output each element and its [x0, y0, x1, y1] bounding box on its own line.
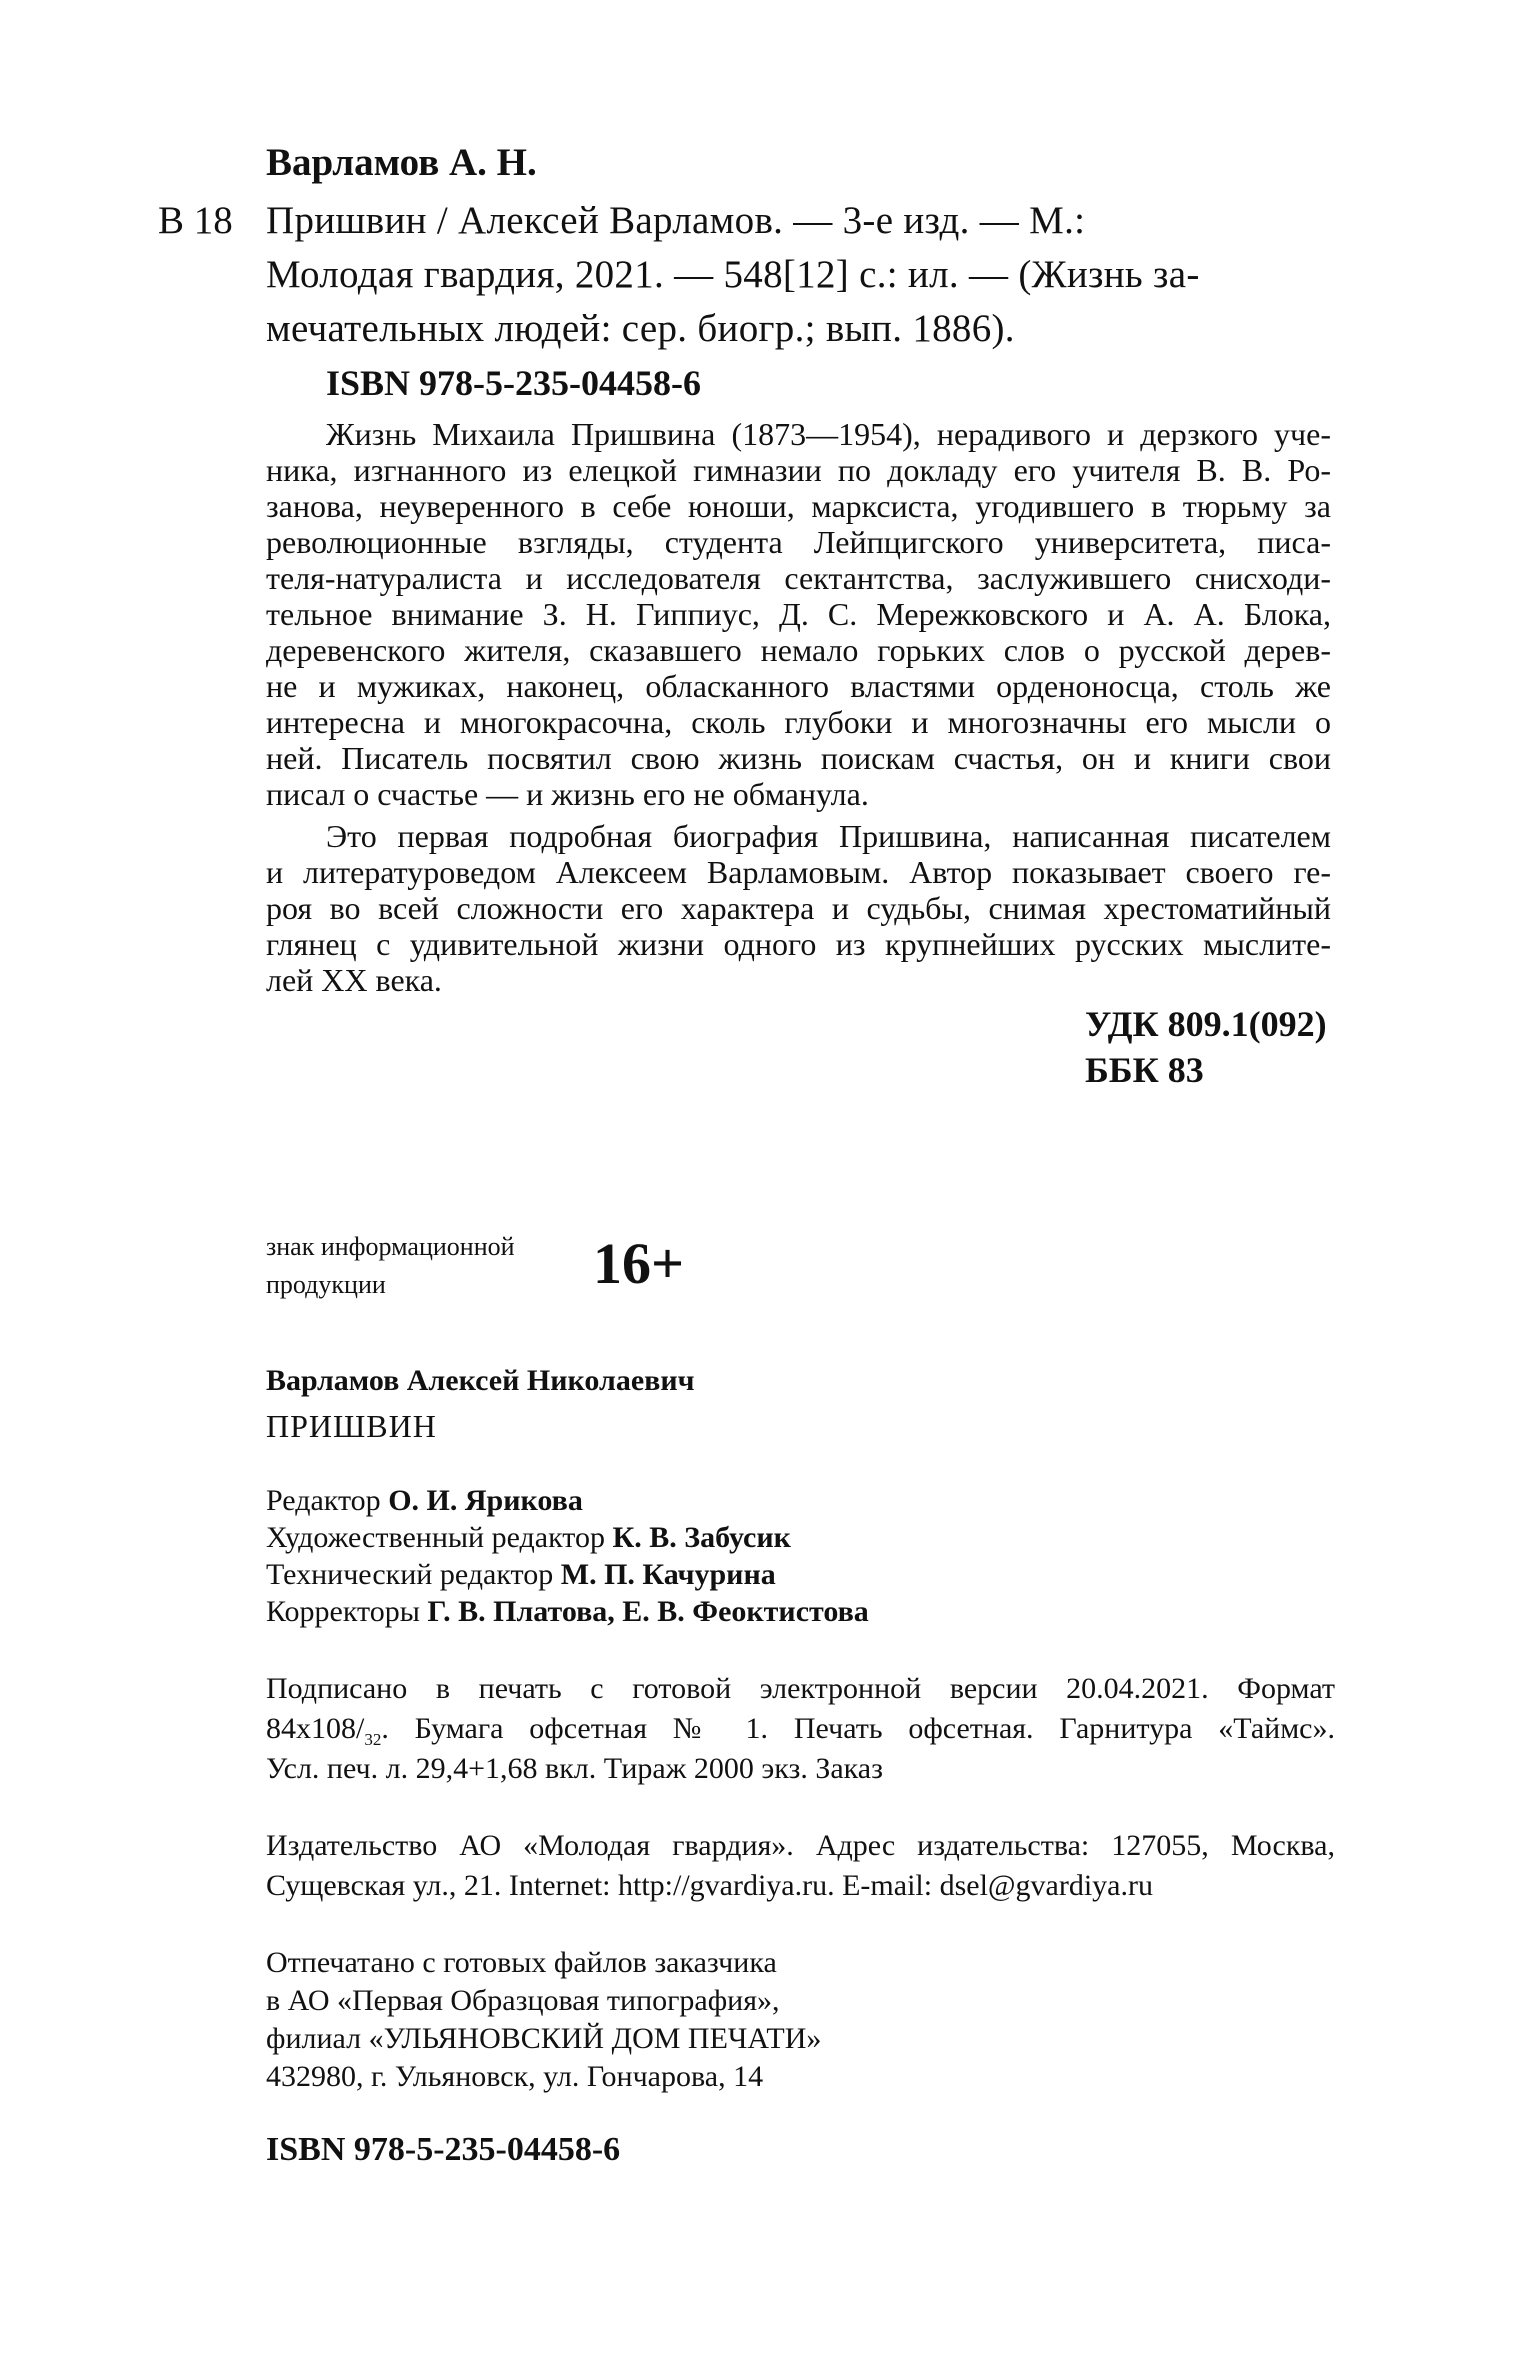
publisher-line: Издательство АО «Молодая гвардия». Адрес издательства: 127055, Москва, [266, 1829, 1335, 1862]
annotation-line: лей XX века. [266, 962, 442, 998]
bibliographic-entry-line: Пришвин / Алексей Варламов. — 3-е изд. — М.: [266, 199, 1086, 242]
art-editor-credit [266, 1521, 791, 1555]
annotation-line: ника, изгнанного из елецкой гимназии по докладу его учителя В. В. Ро- [266, 452, 1331, 488]
bibliographic-entry-line: Молодая гвардия, 2021. — 548[12] с.: ил. — (Жизнь за- [266, 253, 1200, 296]
print-details-rest: . Бумага офсетная № 1. Печать офсетная. Гарнитура «Таймс». [381, 1712, 1335, 1745]
annotation-line: тельное внимание З. Н. Гиппиус, Д. С. Мережковского и А. А. Блока, [266, 596, 1331, 632]
annotation-line: теля-натуралиста и исследователя сектантства, заслужившего снисходи- [266, 560, 1331, 596]
annotation-line: писал о счастье — и жизнь его не обманула. [266, 776, 869, 812]
annotation-line: Жизнь Михаила Пришвина (1873—1954), нерадивого и дерзкого уче- [326, 416, 1331, 452]
annotation-line: занова, неуверенного в себе юноши, марксиста, угодившего в тюрьму за [266, 488, 1331, 524]
age-rating-label: знак информационной [266, 1232, 515, 1261]
printer-line: филиал «УЛЬЯНОВСКИЙ ДОМ ПЕЧАТИ» [266, 2022, 822, 2055]
annotation-line: глянец с удивительной жизни одного из крупнейших русских мыслите- [266, 926, 1331, 962]
age-rating-label: продукции [266, 1270, 386, 1299]
annotation-line: деревенского жителя, сказавшего немало горьких слов о русской дерев- [266, 632, 1331, 668]
isbn-record: ISBN 978-5-235-04458-6 [326, 363, 701, 403]
bbk-code: ББК 83 [1085, 1050, 1204, 1090]
isbn-imprint: ISBN 978-5-235-04458-6 [266, 2131, 621, 2168]
print-details-line: Усл. печ. л. 29,4+1,68 вкл. Тираж 2000 экз. Заказ [266, 1752, 883, 1785]
catalog-code: В 18 [158, 199, 233, 242]
annotation-line: ней. Писатель посвятил свою жизнь поискам счастья, он и книги свои [266, 740, 1331, 776]
format-prefix: 84x108/ [266, 1712, 365, 1745]
imprint-author: Варламов Алексей Николаевич [266, 1364, 695, 1397]
author-heading: Варламов А. Н. [266, 141, 537, 184]
art-editor-name: К. В. Забусик [612, 1521, 791, 1554]
editor-credit [266, 1484, 583, 1518]
annotation-line: Это первая подробная биография Пришвина, написанная писателем [326, 818, 1331, 854]
printer-line: Отпечатано с готовых файлов заказчика [266, 1946, 777, 1979]
annotation-line: революционные взгляды, студента Лейпцигского университета, писа- [266, 524, 1331, 560]
annotation-line: роя во всей сложности его характера и судьбы, снимая хрестоматийный [266, 890, 1331, 926]
annotation-line: и литературоведом Алексеем Варламовым. Автор показывает своего ге- [266, 854, 1331, 890]
udk-code: УДК 809.1(092) [1085, 1004, 1327, 1044]
print-details-line: Подписано в печать с готовой электронной версии 20.04.2021. Формат [266, 1672, 1335, 1705]
editor-name: О. И. Ярикова [388, 1484, 583, 1517]
editor-label: Редактор [266, 1484, 381, 1517]
proofreaders-credit [266, 1595, 869, 1629]
tech-editor-credit [266, 1558, 776, 1592]
imprint-title: ПРИШВИН [266, 1408, 437, 1444]
art-editor-label: Художественный редактор [266, 1521, 605, 1554]
format-subscript: 32 [364, 1730, 382, 1749]
proofreaders-names: Г. В. Платова, Е. В. Феоктистова [427, 1595, 869, 1628]
bibliographic-entry-line: мечательных людей: сер. биогр.; вып. 1886). [266, 307, 1015, 350]
annotation-line: интересна и многокрасочна, сколь глубоки и многозначны его мысли о [266, 704, 1331, 740]
tech-editor-label: Технический редактор [266, 1558, 554, 1591]
printer-line: в АО «Первая Образцовая типография», [266, 1984, 780, 2017]
tech-editor-name: М. П. Качурина [560, 1558, 776, 1591]
proofreaders-label: Корректоры [266, 1595, 420, 1628]
age-rating-mark: 16+ [593, 1231, 685, 1296]
publisher-line: Сущевская ул., 21. Internet: http://gvardiya.ru. E-mail: dsel@gvardiya.ru [266, 1869, 1153, 1902]
print-details-line [266, 1712, 1335, 1750]
printer-line: 432980, г. Ульяновск, ул. Гончарова, 14 [266, 2060, 764, 2093]
annotation-line: не и мужиках, наконец, обласканного властями орденоносца, столь же [266, 668, 1331, 704]
